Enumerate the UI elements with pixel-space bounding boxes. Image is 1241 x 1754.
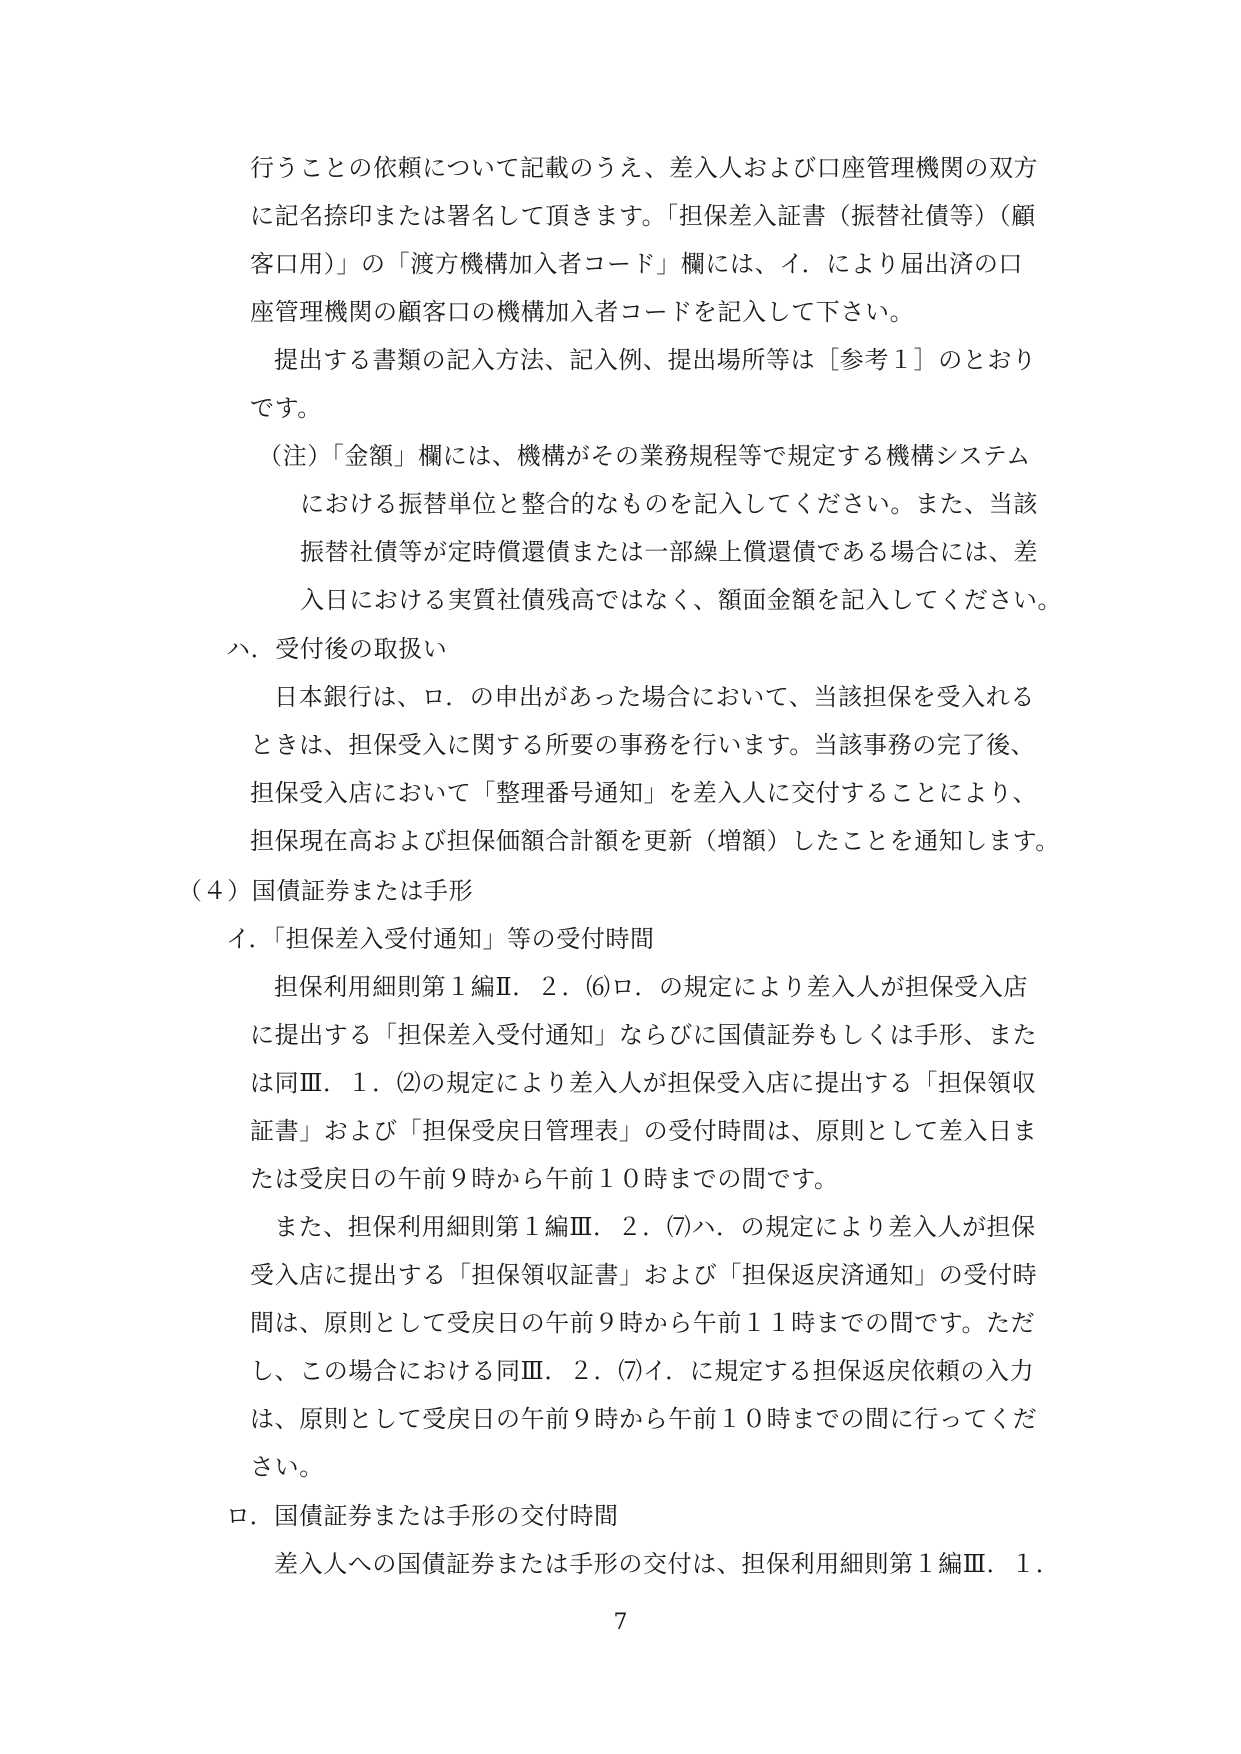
text-line: 差入人への国債証券または手形の交付は、担保利用細則第１編Ⅲ．１． xyxy=(274,1550,1061,1578)
text-line: 提出する書類の記入方法、記入例、提出場所等は［参考１］のとおり xyxy=(274,346,1037,374)
text-line: たは受戻日の午前９時から午前１０時までの間です。 xyxy=(250,1165,839,1193)
text-line: ときは、担保受入に関する所要の事務を行います。当該事務の完了後、 xyxy=(250,731,1036,759)
text-line: 客口用）」の「渡方機構加入者コード」欄には、イ．により届出済の口 xyxy=(250,250,1024,278)
text-line: は、原則として受戻日の午前９時から午前１０時までの間に行ってくだ xyxy=(250,1405,1038,1433)
text-line: に記名捺印または署名して頂きます。「担保差入証書（振替社債等）（顧 xyxy=(250,202,1036,230)
text-line: 間は、原則として受戻日の午前９時から午前１１時までの間です。ただ xyxy=(250,1309,1036,1337)
text-line: また、担保利用細則第１編Ⅲ．２．⑺ハ．の規定により差入人が担保 xyxy=(274,1213,1036,1241)
text-line: に提出する「担保差入受付通知」ならびに国債証券もしくは手形、また xyxy=(250,1021,1038,1049)
subsection-heading: ロ．国債証券または手形の交付時間 xyxy=(226,1502,619,1530)
text-line: 担保利用細則第１編Ⅱ．２．⑹ロ．の規定により差入人が担保受入店 xyxy=(274,973,1028,1001)
text-line: 行うことの依頼について記載のうえ、差入人および口座管理機関の双方 xyxy=(250,154,1039,182)
section-heading: （４）国債証券または手形 xyxy=(178,877,474,905)
text-line: 受入店に提出する「担保領収証書」および「担保返戻済通知」の受付時 xyxy=(250,1261,1038,1289)
text-line: 証書」および「担保受戻日管理表」の受付時間は、原則として差入日ま xyxy=(250,1117,1038,1145)
note-line: 入日における実質社債残高ではなく、額面金額を記入してください。 xyxy=(300,586,1063,614)
text-line: は同Ⅲ．１．⑵の規定により差入人が担保受入店に提出する「担保領収 xyxy=(250,1069,1037,1097)
text-line: 担保現在高および担保価額合計額を更新（増額）したことを通知します。 xyxy=(250,827,1060,855)
text-line: し、この場合における同Ⅲ．２．⑺イ．に規定する担保返戻依頼の入力 xyxy=(250,1357,1035,1385)
text-line: 座管理機関の顧客口の機構加入者コードを記入して下さい。 xyxy=(250,298,915,326)
note-line: 振替社債等が定時償還債または一部繰上償還債である場合には、差 xyxy=(300,538,1038,566)
subsection-heading: イ．「担保差入受付通知」等の受付時間 xyxy=(226,925,655,953)
note-line: における振替単位と整合的なものを記入してください。また、当該 xyxy=(300,490,1038,518)
note-line: （注）「金額」欄には、機構がその業務規程等で規定する機構システム xyxy=(258,442,1031,470)
subsection-heading: ハ．受付後の取扱い xyxy=(226,635,448,663)
text-line: 日本銀行は、ロ．の申出があった場合において、当該担保を受入れる xyxy=(274,683,1035,711)
text-line: 担保受入店において「整理番号通知」を差入人に交付することにより、 xyxy=(250,779,1038,807)
page-number: 7 xyxy=(613,1610,628,1635)
text-line: です。 xyxy=(250,394,322,422)
text-line: さい。 xyxy=(250,1453,324,1481)
